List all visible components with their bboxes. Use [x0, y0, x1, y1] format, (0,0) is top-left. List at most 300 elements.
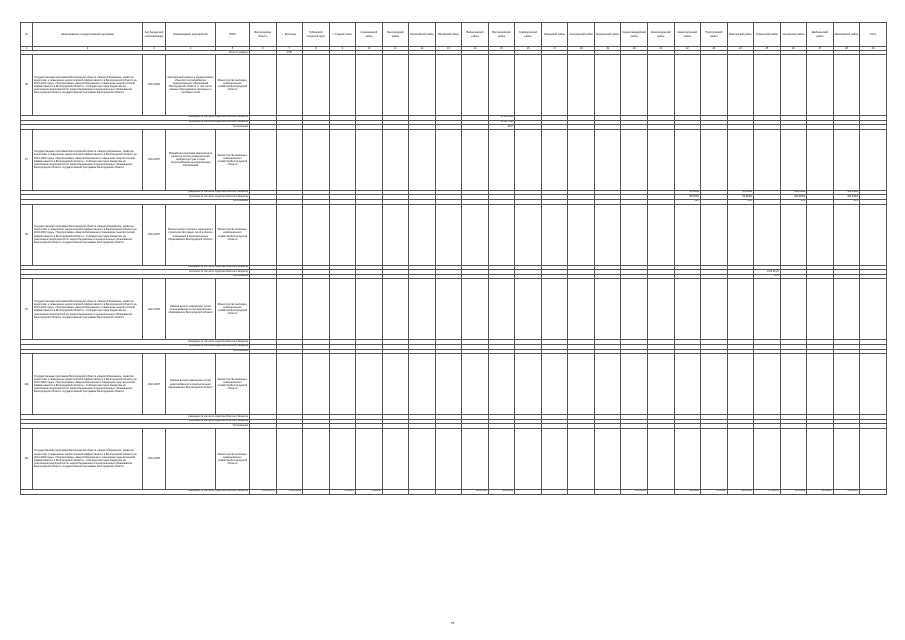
empty-cell [435, 428, 462, 489]
kbk-code: 0114 2006 [143, 428, 166, 489]
empty-cell [780, 428, 807, 489]
program-row [21, 129, 887, 190]
empty-cell [303, 204, 330, 265]
program-name: Государственная программа Белгородской области «Энергосбережение, развитие энергетики и повышение энергетической эффективности в Белгородской области на 2014-2020 годы». Подпрограмма «Энергосбережение и повышение энергетической эффективности в Белгородской области». Субсидии местным бюджетам на реализацию мероприятий по энергосбережению в муниципальных образованиях Белгородской области государственной программы Белгородской области [33, 279, 143, 340]
column-index: 29 [860, 47, 887, 51]
grbs-name: Министерство жилищно-коммунального хозяйства Белгородской области [216, 428, 250, 489]
subtotal-label: утверждено (в том числе средства областного бюджета) [21, 116, 250, 121]
empty-cell [382, 279, 409, 340]
empty-cell [356, 428, 383, 489]
subtotal-label: % исполнения [21, 424, 250, 429]
empty-cell [303, 55, 330, 116]
column-index: 15 [488, 47, 515, 51]
column-header: Прохоровский район [701, 23, 728, 47]
subtotal-value: 284,00000 [780, 195, 807, 200]
empty-cell [462, 354, 489, 415]
empty-cell [409, 428, 436, 489]
empty-cell [594, 204, 621, 265]
column-header: Итого [860, 23, 887, 47]
empty-cell [674, 279, 701, 340]
column-index: 13 [435, 47, 462, 51]
empty-cell [621, 204, 648, 265]
empty-cell [303, 428, 330, 489]
empty-cell [462, 428, 489, 489]
grbs-name: Министерство жилищно-коммунального хозяйства Белгородской области [216, 129, 250, 190]
empty-cell [356, 279, 383, 340]
empty-cell [754, 204, 781, 265]
column-index: 14 [462, 47, 489, 51]
empty-cell [807, 55, 834, 116]
empty-cell [276, 428, 303, 489]
empty-cell [568, 204, 595, 265]
kbk-code: 0114 2002 [143, 55, 166, 116]
grbs-name: Министерство жилищно-коммунального хозяйства Белгородской области [216, 279, 250, 340]
empty-cell [541, 428, 568, 489]
empty-cell [515, 489, 542, 494]
empty-cell [409, 489, 436, 494]
column-index: 21 [647, 47, 674, 51]
empty-cell [647, 204, 674, 265]
empty-cell [462, 55, 489, 116]
empty-cell [435, 354, 462, 415]
subtotal-label: % исполнения [21, 125, 250, 130]
empty-cell [356, 55, 383, 116]
subtotal-label: утверждено (в том числе средства областного бюджета) [21, 190, 250, 195]
empty-cell [250, 428, 277, 489]
column-header: Алексеевский район [356, 23, 383, 47]
empty-cell [250, 129, 277, 190]
empty-cell [860, 489, 887, 494]
row-number: 97 [21, 279, 33, 340]
empty-cell [780, 55, 807, 116]
column-index: 26 [780, 47, 807, 51]
row-number: 99 [21, 204, 33, 265]
empty-cell [382, 428, 409, 489]
empty-cell [329, 55, 356, 116]
empty-cell [594, 279, 621, 340]
row-number: 97 [21, 129, 33, 190]
empty-cell [568, 489, 595, 494]
empty-cell [701, 279, 728, 340]
empty-cell [303, 129, 330, 190]
grbs-name: Министерство жилищно-коммунального хозяйства Белгородской области [216, 204, 250, 265]
subtotal-value: 175,00000 [754, 489, 781, 494]
empty-cell [515, 204, 542, 265]
empty-cell [754, 428, 781, 489]
subtotal-value: 22 644 4938 [488, 116, 515, 121]
kbk-code: 0114 2007 [143, 129, 166, 190]
empty-cell [647, 129, 674, 190]
grbs-name: Министерство жилищно-коммунального хозяйства Белгородской области [216, 55, 250, 116]
empty-cell [647, 354, 674, 415]
program-name: Государственная программа Белгородской области «Энергосбережение, развитие энергетики и повышение энергетической эффективности в Белгородской области на 2014-2020 годы». Подпрограмма «Энергосбережение и повышение энергетической эффективности в Белгородской области». Субсидии местным бюджетам на реализацию мероприятий по энергосбережению в муниципальных образованиях Белгородской области государственной программы Белгородской области [33, 354, 143, 415]
column-header: Новооскольский район [674, 23, 701, 47]
event-name [166, 428, 216, 489]
column-header: Вейделевский район [462, 23, 489, 47]
column-index: 9 [329, 47, 356, 51]
empty-cell [488, 428, 515, 489]
empty-cell [833, 428, 860, 489]
empty-cell [780, 129, 807, 190]
empty-cell [860, 129, 887, 190]
subtotal-value: 96,18000 [674, 190, 701, 195]
empty-cell [329, 354, 356, 415]
event-name: Замена ветхих инженерных сетей теплоснабжения в муниципальных образованиях Белгородской области [166, 279, 216, 340]
column-header: Яковлевский район [833, 23, 860, 47]
empty-cell [860, 354, 887, 415]
column-index: 4 [166, 47, 216, 51]
event-name: Реконструкция уличного освещения и строительство новых сетей уличного освещения в муниципальных образованиях Белгородской области [166, 204, 216, 265]
empty-cell [621, 129, 648, 190]
column-header: г. Белгород [276, 23, 303, 47]
empty-cell [276, 354, 303, 415]
empty-cell [727, 129, 754, 190]
column-index: 11 [382, 47, 409, 51]
empty-cell [409, 279, 436, 340]
empty-cell [541, 279, 568, 340]
column-header: Валуйский район [435, 23, 462, 47]
column-index: 24 [727, 47, 754, 51]
program-name: Государственная программа Белгородской области «Энергосбережение, развитие энергетики и повышение энергетической эффективности в Белгородской области на 2014-2020 годы». Подпрограмма «Энергосбережение и повышение энергетической эффективности в Белгородской области». Субсидии местным бюджетам на реализацию мероприятий по энергосбережению в муниципальных образованиях Белгородской области государственной программы Белгородской области [33, 55, 143, 116]
grbs-name: Министерство жилищно-коммунального хозяйства Белгородской области [216, 354, 250, 415]
empty-cell [409, 55, 436, 116]
empty-cell [435, 204, 462, 265]
column-index: 2 [33, 47, 143, 51]
subtotal-value: 50,00000 [674, 489, 701, 494]
column-index: 25 [754, 47, 781, 51]
empty-cell [754, 129, 781, 190]
empty-cell [594, 55, 621, 116]
program-row [21, 354, 887, 415]
empty-cell [621, 354, 648, 415]
empty-cell [435, 489, 462, 494]
empty-cell [807, 354, 834, 415]
subtotal-value: 99,9 [754, 274, 781, 279]
empty-cell [674, 354, 701, 415]
empty-cell [276, 204, 303, 265]
row-number: 101 [21, 428, 33, 489]
empty-cell [621, 55, 648, 116]
subtotal-value: 620,00000 [462, 489, 489, 494]
budget-table [20, 22, 887, 495]
subtotal-value: 3 000,00000 [250, 489, 277, 494]
empty-cell [674, 428, 701, 489]
itog-label: Итого по разделу [21, 51, 250, 55]
column-index: 5 [216, 47, 250, 51]
empty-cell [250, 354, 277, 415]
empty-cell [462, 279, 489, 340]
subtotal-value: 150,00000 [833, 489, 860, 494]
subtotal-value: 115,00000 [780, 489, 807, 494]
empty-cell [701, 129, 728, 190]
column-index: 7 [276, 47, 303, 51]
empty-cell [276, 55, 303, 116]
subtotal-value: 25,00000 [701, 489, 728, 494]
subtotal-label: исполнено (в том числе средства областного бюджета) [21, 344, 250, 349]
subtotal-label: исполнено (в том числе средства областного бюджета) [21, 195, 250, 200]
empty-cell [594, 354, 621, 415]
subtotal-value: 85,00000 [674, 195, 701, 200]
empty-cell [435, 129, 462, 190]
empty-cell [621, 279, 648, 340]
column-index: 6 [250, 47, 277, 51]
empty-cell [515, 428, 542, 489]
column-index: 3 [143, 47, 166, 51]
program-name: Государственная программа Белгородской области «Энергосбережение, развитие энергетики и повышение энергетической эффективности в Белгородской области на 2014-2020 годы». Подпрограмма «Энергосбережение и повышение энергетической эффективности в Белгородской области». Субсидии местным бюджетам на реализацию мероприятий по энергосбережению в муниципальных образованиях Белгородской области государственной программы Белгородской области [33, 428, 143, 489]
column-index: 23 [701, 47, 728, 51]
subtotal-value: 85,82000 [727, 195, 754, 200]
empty-cell [701, 204, 728, 265]
empty-cell [833, 204, 860, 265]
empty-cell [860, 204, 887, 265]
subtotal-value: 95,9 [780, 199, 807, 204]
empty-cell [382, 55, 409, 116]
column-header: Ивнянский район [541, 23, 568, 47]
subtotal-value: 89,2 [727, 199, 754, 204]
column-header: Корочанский район [568, 23, 595, 47]
empty-cell [833, 55, 860, 116]
empty-cell [754, 279, 781, 340]
empty-cell [647, 279, 674, 340]
empty-cell [541, 354, 568, 415]
column-index: 18 [568, 47, 595, 51]
subtotal-value: 1 021,00000 [276, 489, 303, 494]
subtotal-value: 15,00000 [356, 489, 383, 494]
row-number: 95 [21, 55, 33, 116]
empty-cell [382, 489, 409, 494]
subtotal-value: 396,94000 [833, 195, 860, 200]
empty-cell [568, 428, 595, 489]
kbk-code: 0114 2003 [143, 279, 166, 340]
column-header: Грайворонский район [515, 23, 542, 47]
column-index: 8 [303, 47, 330, 51]
program-row [21, 55, 887, 116]
kbk-code: 0114 2007 [143, 204, 166, 265]
empty-cell [382, 204, 409, 265]
empty-cell [488, 354, 515, 415]
program-row [21, 428, 887, 489]
program-name: Государственная программа Белгородской области «Энергосбережение, развитие энергетики и повышение энергетической эффективности в Белгородской области на 2014-2020 годы». Подпрограмма «Энергосбережение и повышение энергетической эффективности в Белгородской области». Субсидии местным бюджетам на реализацию мероприятий по энергосбережению в муниципальных образованиях Белгородской области государственной программы Белгородской области [33, 204, 143, 265]
empty-cell [647, 55, 674, 116]
empty-cell [727, 279, 754, 340]
row-number: 100 [21, 354, 33, 415]
empty-cell [568, 279, 595, 340]
empty-cell [303, 279, 330, 340]
kbk-code: 0114 2007 [143, 354, 166, 415]
column-header: Ровеньской район [754, 23, 781, 47]
empty-cell [250, 55, 277, 116]
subtotal-value: 1 014 04,06 [754, 270, 781, 275]
subtotal-value: 150,00000 [807, 489, 834, 494]
empty-cell [541, 204, 568, 265]
empty-cell [860, 428, 887, 489]
empty-cell [807, 204, 834, 265]
empty-cell [303, 489, 330, 494]
subtotal-label: % исполнения [21, 274, 250, 279]
column-header: Чернянский район [780, 23, 807, 47]
column-index: 20 [621, 47, 648, 51]
subtotal-value: 99,07 [488, 125, 515, 130]
empty-cell [727, 55, 754, 116]
empty-cell [807, 129, 834, 190]
empty-cell [250, 279, 277, 340]
empty-cell [727, 428, 754, 489]
empty-cell [833, 354, 860, 415]
subtotal-value: 250,00000 [621, 489, 648, 494]
empty-cell [568, 129, 595, 190]
empty-cell [329, 279, 356, 340]
subtotal-label: утверждено (в том числе средства областного бюджета) [21, 340, 250, 345]
empty-cell [382, 129, 409, 190]
empty-cell [515, 55, 542, 116]
column-header: Борисовский район [409, 23, 436, 47]
subtotal-value: 81,3 [833, 199, 860, 204]
subtotal-label: исполнено (в том числе средства областного бюджета) [21, 120, 250, 125]
empty-cell [594, 489, 621, 494]
empty-cell [860, 279, 887, 340]
empty-cell [754, 55, 781, 116]
column-header: Код бюджетной классификации [143, 23, 166, 47]
empty-cell [674, 55, 701, 116]
subtotal-value: 460,00000 [488, 489, 515, 494]
empty-cell [488, 55, 515, 116]
column-index: 1 [21, 47, 33, 51]
empty-cell [356, 354, 383, 415]
empty-cell [860, 55, 887, 116]
empty-cell [382, 354, 409, 415]
column-header: Красненский район [594, 23, 621, 47]
table-header-row [21, 23, 887, 47]
column-header: Ракитянский район [727, 23, 754, 47]
subtotal-value: 96,18000 [727, 190, 754, 195]
column-index: 27 [807, 47, 834, 51]
column-index: 22 [674, 47, 701, 51]
empty-cell [807, 428, 834, 489]
empty-cell [780, 354, 807, 415]
empty-cell [594, 428, 621, 489]
subtotal-label: утверждено (в том числе средства областного бюджета) [21, 489, 250, 494]
event-name: Разработка программ комплексного развития систем коммунальной инфраструктуры и схем теплоснабжения муниципальных образований [166, 129, 216, 190]
subtotal-value: 488,00000 [833, 190, 860, 195]
empty-cell [780, 279, 807, 340]
empty-cell [701, 354, 728, 415]
empty-cell [621, 428, 648, 489]
subtotal-label: утверждено (в том числе средства областного бюджета) [21, 415, 250, 420]
column-index: 17 [541, 47, 568, 51]
column-header: Губкинский городской округ [303, 23, 330, 47]
empty-cell [754, 354, 781, 415]
empty-cell [701, 428, 728, 489]
column-index: 10 [356, 47, 383, 51]
empty-cell [488, 129, 515, 190]
event-name: Капитальный ремонт и модернизация объектов теплоснабжения муниципальных образований Белгородской области, в том числе замена оборудования котельных и тепловых сетей [166, 55, 216, 116]
column-header: Краснояружский район [647, 23, 674, 47]
column-header: Белгородская область [250, 23, 277, 47]
column-header: Волоконовский район [488, 23, 515, 47]
empty-cell [780, 204, 807, 265]
subtotal-row [21, 489, 887, 494]
empty-cell [488, 204, 515, 265]
empty-cell [329, 129, 356, 190]
empty-cell [833, 279, 860, 340]
empty-cell [701, 55, 728, 116]
subtotal-value: 20,00000 [329, 489, 356, 494]
empty-cell [674, 204, 701, 265]
column-index: 28 [833, 47, 860, 51]
empty-cell [515, 129, 542, 190]
column-header: ГРБС [216, 23, 250, 47]
column-header: Красногвардейский район [621, 23, 648, 47]
empty-cell [303, 354, 330, 415]
empty-cell [727, 204, 754, 265]
empty-cell [833, 129, 860, 190]
subtotal-label: утверждено (в том числе средства областного бюджета) [21, 265, 250, 270]
empty-cell [329, 204, 356, 265]
column-header: № [21, 23, 33, 47]
empty-cell [462, 129, 489, 190]
empty-cell [488, 279, 515, 340]
program-name: Государственная программа Белгородской области «Энергосбережение, развитие энергетики и повышение энергетической эффективности в Белгородской области на 2014-2020 годы». Подпрограмма «Энергосбережение и повышение энергетической эффективности в Белгородской области». Субсидии местным бюджетам на реализацию мероприятий по энергосбережению в муниципальных образованиях Белгородской области государственной программы Белгородской области [33, 129, 143, 190]
empty-cell [515, 354, 542, 415]
subtotal-value: 296,18000 [780, 190, 807, 195]
program-row [21, 204, 887, 265]
subtotal-value: 88,4 [674, 199, 701, 204]
empty-cell [674, 129, 701, 190]
column-index: 12 [409, 47, 436, 51]
subtotal-value: 120,00000 [727, 489, 754, 494]
empty-cell [807, 279, 834, 340]
empty-cell [541, 55, 568, 116]
program-row [21, 279, 887, 340]
empty-cell [356, 129, 383, 190]
empty-cell [276, 279, 303, 340]
subtotal-label: % исполнения [21, 199, 250, 204]
empty-cell [727, 354, 754, 415]
column-index: 19 [594, 47, 621, 51]
empty-cell [647, 428, 674, 489]
column-header: Наименование мероприятия [166, 23, 216, 47]
empty-cell [515, 279, 542, 340]
empty-cell [462, 204, 489, 265]
subtotal-value: 22 497 7998 [488, 120, 515, 125]
empty-cell [276, 129, 303, 190]
column-header: Белгородский район [382, 23, 409, 47]
column-index: 16 [515, 47, 542, 51]
empty-cell [409, 204, 436, 265]
empty-cell [541, 489, 568, 494]
empty-cell [329, 428, 356, 489]
empty-cell [356, 204, 383, 265]
empty-cell [594, 129, 621, 190]
column-header: Шебекинский район [807, 23, 834, 47]
subtotal-label: % исполнения [21, 349, 250, 354]
itog-value: 4750 [276, 51, 303, 55]
empty-cell [541, 129, 568, 190]
event-name: Замена ветхих инженерных сетей водоснабжения в муниципальных образованиях Белгородской области [166, 354, 216, 415]
empty-cell [647, 489, 674, 494]
empty-cell [568, 354, 595, 415]
page-number: 78 [450, 621, 455, 625]
empty-cell [568, 55, 595, 116]
empty-cell [435, 279, 462, 340]
empty-cell [409, 129, 436, 190]
column-header: г. Старый Оскол [329, 23, 356, 47]
subtotal-label: исполнено (в том числе средства областного бюджета) [21, 419, 250, 424]
empty-cell [250, 204, 277, 265]
empty-cell [435, 55, 462, 116]
empty-cell [409, 354, 436, 415]
subtotal-label: исполнено (в том числе средства областного бюджета) [21, 270, 250, 275]
